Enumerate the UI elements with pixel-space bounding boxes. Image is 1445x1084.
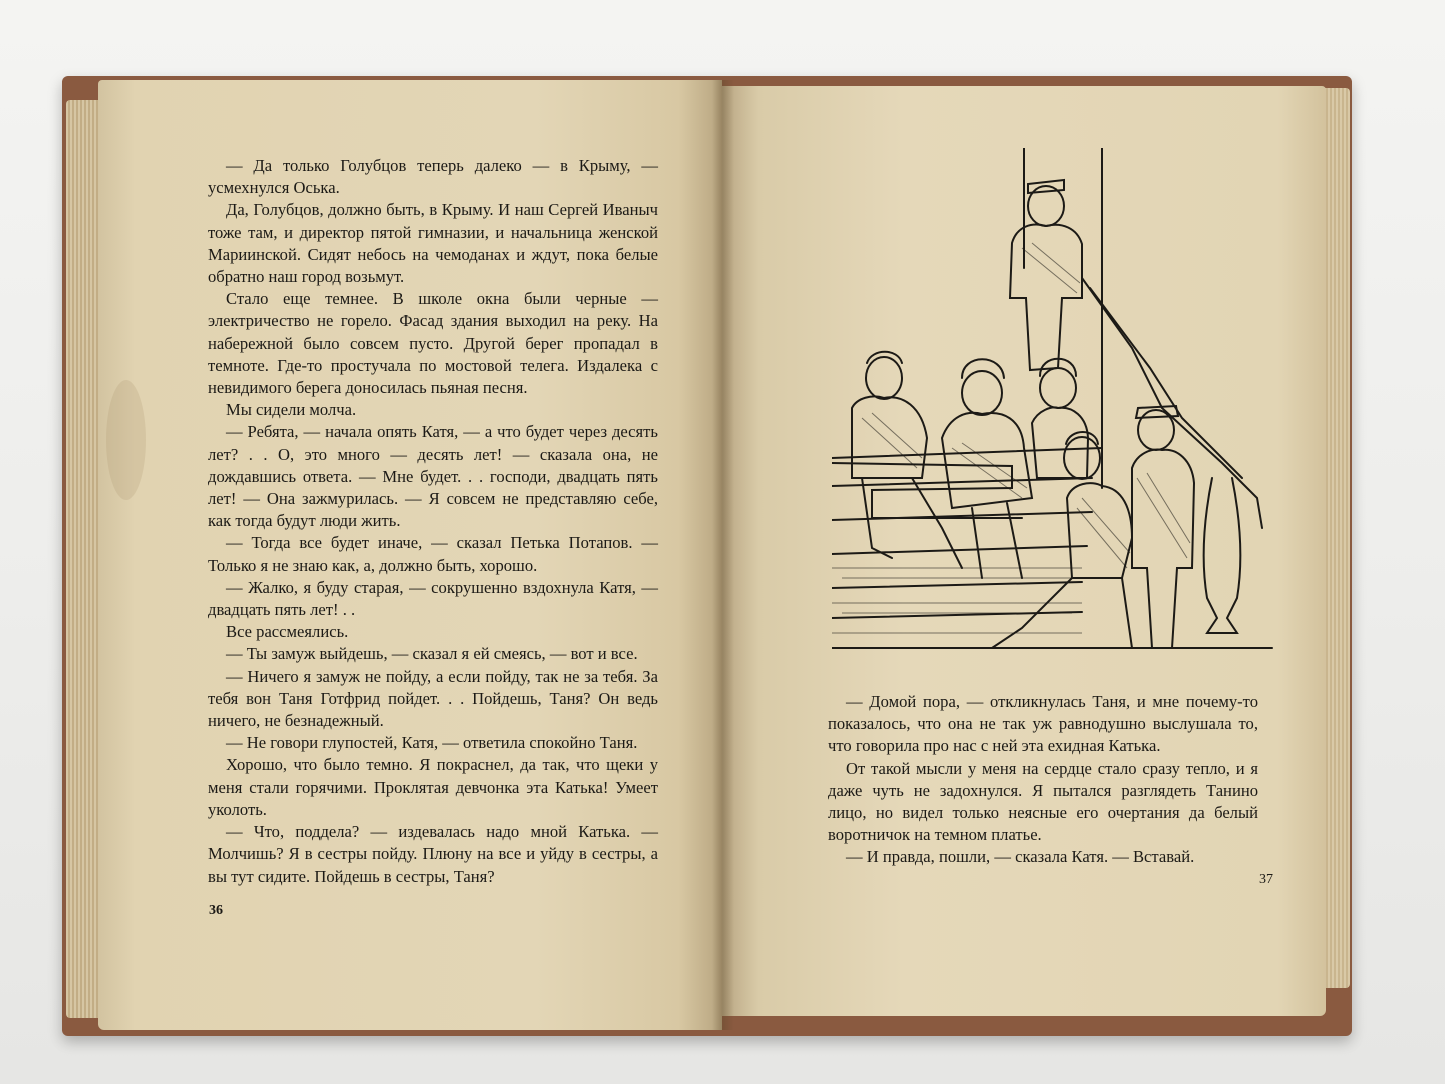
paragraph: — И правда, пошли, — сказала Катя. — Вставай. — [846, 847, 1195, 867]
illustration-children-on-steps — [832, 148, 1282, 653]
paper-stain — [106, 380, 146, 500]
paragraph: — Тогда все будет иначе, — сказал Петька Потапов. — Только я не знаю как, а, должно быть, хорошо. — [208, 533, 658, 575]
paragraph: Стало еще темнее. В школе окна были черные — электричество не горело. Фасад здания выходил на реку. На набережной было совсем пусто. Другой берег пропадал в темноте. Где-то простучала по мостовой телега. Издалека с невидимого берега доносилась пьяная песня. — [208, 289, 658, 398]
paragraph: Да, Голубцов, должно быть, в Крыму. И наш Сергей Иваныч тоже там, и директор пятой гимназии, и начальница женской Мариинской. Сидят небось на чемоданах и ждут, пока белые обратно наш город возьмут. — [208, 200, 658, 287]
paragraph: — Что, поддела? — издевалась надо мной Катька. — Молчишь? Я в сестры пойду. Плюну на все и уйду в сестры, а вы тут сидите. Пойдешь в сестры, Таня? — [208, 822, 658, 886]
page-edges-left — [66, 100, 102, 1018]
paragraph: — Ничего я замуж не пойду, а если пойду, так не за тебя. За тебя вон Таня Готфрид пойдет. . . Пойдешь, Таня? Он ведь ничего, не безнадежный. — [208, 666, 658, 731]
paragraph: Все рассмеялись. — [226, 622, 349, 642]
paragraph: — Ребята, — начала опять Катя, — а что будет через десять лет? . . О, это много — десять лет! — сказала она, не дождавшись ответа. — Мне будет. . . господи, двадцать пять лет! — Она зажмурилась. — Я совсем не представляю себе, как тогда будут люди жить. — [208, 422, 658, 531]
paragraph: — Да только Голубцов теперь далеко — в Крыму, — усмехнулся Оська. — [208, 156, 658, 198]
right-page-number: 37 — [1259, 872, 1273, 887]
book-gutter — [712, 80, 734, 1030]
paragraph: — Не говори глупостей, Катя, — ответила спокойно Таня. — [226, 733, 638, 753]
right-page-text — [828, 691, 1258, 869]
paragraph: — Домой пора, — откликнулась Таня, и мне почему-то показалось, что она не так уж равнодушно выслушала то, что говорила про нас с ней эта ехидная Катька. — [828, 692, 1258, 756]
paragraph: — Ты замуж выйдешь, — сказал я ей смеясь, — вот и все. — [226, 644, 638, 664]
paragraph: — Жалко, я буду старая, — сокрушенно вздохнула Катя, — двадцать пять лет! . . — [208, 577, 658, 620]
left-page-number: 36 — [209, 903, 223, 918]
paragraph: От такой мысли у меня на сердце стало сразу тепло, и я даже чуть не задохнулся. Я пытался разглядеть Танино лицо, но видел только неясные его очертания да белый воротничок на темном платье. — [828, 758, 1258, 845]
left-page-text — [208, 155, 658, 888]
paragraph: Хорошо, что было темно. Я покраснел, да так, что щеки у меня стали горячими. Проклятая девчонка эта Катька! Умеет уколоть. — [208, 755, 658, 819]
right-page — [722, 86, 1326, 1016]
left-page — [98, 80, 722, 1030]
paragraph: Мы сидели молча. — [226, 400, 357, 420]
